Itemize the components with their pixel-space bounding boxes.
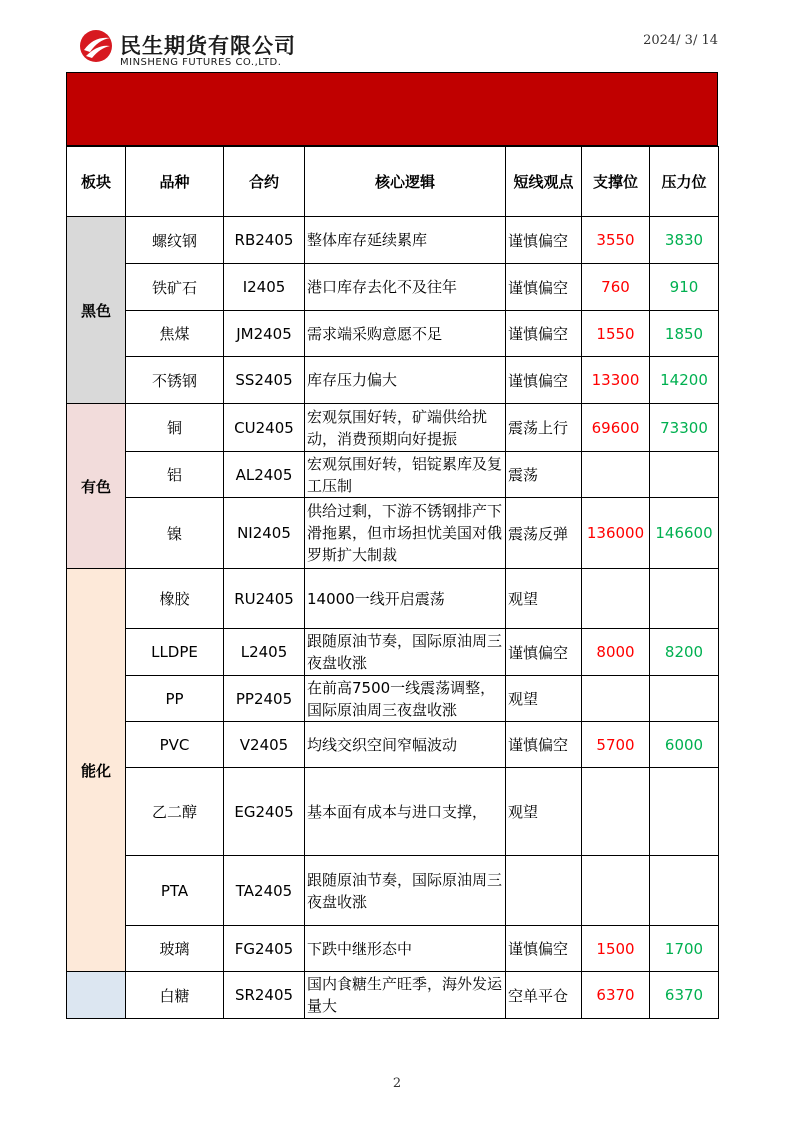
support-cell: 8000 [582, 629, 650, 676]
company-name-cn: 民生期货有限公司 [120, 34, 296, 58]
support-cell: 6370 [582, 972, 650, 1019]
table-row [67, 768, 719, 856]
header-pressure: 压力位 [650, 147, 719, 217]
support-cell [582, 569, 650, 629]
view-cell: 观望 [506, 569, 582, 629]
pressure-cell [650, 569, 719, 629]
pressure-cell: 73300 [650, 404, 719, 452]
pressure-cell: 6370 [650, 972, 719, 1019]
support-cell: 69600 [582, 404, 650, 452]
minsheng-logo-icon [78, 28, 114, 64]
variety-cell: PVC [126, 722, 224, 768]
logic-cell: 在前高7500一线震荡调整，国际原油周三夜盘收涨 [305, 676, 506, 722]
pressure-cell [650, 452, 719, 498]
support-cell: 1550 [582, 311, 650, 357]
support-cell: 13300 [582, 357, 650, 404]
table-row [67, 311, 719, 357]
view-cell: 观望 [506, 768, 582, 856]
logic-cell: 供给过剩，下游不锈钢排产下滑拖累，但市场担忧美国对俄罗斯扩大制裁 [305, 498, 506, 569]
contract-cell: V2405 [224, 722, 305, 768]
header-logic: 核心逻辑 [305, 147, 506, 217]
view-cell: 谨慎偏空 [506, 629, 582, 676]
variety-cell: PTA [126, 856, 224, 926]
view-cell: 谨慎偏空 [506, 722, 582, 768]
view-cell: 震荡 [506, 452, 582, 498]
support-cell: 136000 [582, 498, 650, 569]
logic-cell: 14000一线开启震荡 [305, 569, 506, 629]
table-row [67, 404, 719, 452]
table-row [67, 357, 719, 404]
contract-cell: JM2405 [224, 311, 305, 357]
view-cell [506, 856, 582, 926]
pressure-cell: 1850 [650, 311, 719, 357]
header-contract: 合约 [224, 147, 305, 217]
support-cell: 760 [582, 264, 650, 311]
contract-cell: AL2405 [224, 452, 305, 498]
logic-cell: 库存压力偏大 [305, 357, 506, 404]
pressure-cell: 3830 [650, 217, 719, 264]
contract-cell: PP2405 [224, 676, 305, 722]
table-row [67, 676, 719, 722]
logic-cell: 宏观氛围好转，矿端供给扰动，消费预期向好提振 [305, 404, 506, 452]
sector-cell: 黑色 [67, 217, 126, 404]
contract-cell: EG2405 [224, 768, 305, 856]
logic-cell: 国内食糖生产旺季，海外发运量大 [305, 972, 506, 1019]
red-banner [66, 72, 718, 146]
pressure-cell: 910 [650, 264, 719, 311]
contract-cell: I2405 [224, 264, 305, 311]
logic-cell: 均线交织空间窄幅波动 [305, 722, 506, 768]
support-cell: 3550 [582, 217, 650, 264]
variety-cell: 铝 [126, 452, 224, 498]
table-row [67, 452, 719, 498]
table-row [67, 629, 719, 676]
header-sector: 板块 [67, 147, 126, 217]
view-cell: 谨慎偏空 [506, 311, 582, 357]
variety-cell: 铁矿石 [126, 264, 224, 311]
header-variety: 品种 [126, 147, 224, 217]
variety-cell: 螺纹钢 [126, 217, 224, 264]
logic-cell: 基本面有成本与进口支撑， [305, 768, 506, 856]
sector-cell [67, 972, 126, 1019]
view-cell: 谨慎偏空 [506, 264, 582, 311]
variety-cell: 镍 [126, 498, 224, 569]
table-row [67, 498, 719, 569]
pressure-cell: 8200 [650, 629, 719, 676]
table-header-row [67, 147, 719, 217]
variety-cell: 乙二醇 [126, 768, 224, 856]
table-row [67, 972, 719, 1019]
variety-cell: 白糖 [126, 972, 224, 1019]
variety-cell: PP [126, 676, 224, 722]
sector-cell: 能化 [67, 569, 126, 972]
view-cell: 震荡上行 [506, 404, 582, 452]
logic-cell: 港口库存去化不及往年 [305, 264, 506, 311]
contract-cell: RU2405 [224, 569, 305, 629]
table-row [67, 217, 719, 264]
company-name-en: MINSHENG FUTURES CO.,LTD. [120, 57, 282, 68]
contract-cell: NI2405 [224, 498, 305, 569]
company-logo [78, 28, 318, 72]
table-row [67, 856, 719, 926]
view-cell: 谨慎偏空 [506, 217, 582, 264]
view-cell: 谨慎偏空 [506, 357, 582, 404]
variety-cell: 橡胶 [126, 569, 224, 629]
pressure-cell: 146600 [650, 498, 719, 569]
pressure-cell: 1700 [650, 926, 719, 972]
table-row [67, 722, 719, 768]
variety-cell: LLDPE [126, 629, 224, 676]
logic-cell: 需求端采购意愿不足 [305, 311, 506, 357]
pressure-cell [650, 676, 719, 722]
contract-cell: L2405 [224, 629, 305, 676]
variety-cell: 焦煤 [126, 311, 224, 357]
contract-cell: TA2405 [224, 856, 305, 926]
support-cell: 5700 [582, 722, 650, 768]
contract-cell: CU2405 [224, 404, 305, 452]
page-number: 2 [392, 1076, 402, 1091]
variety-cell: 玻璃 [126, 926, 224, 972]
pressure-cell [650, 856, 719, 926]
pressure-cell: 6000 [650, 722, 719, 768]
table-body [67, 217, 719, 1019]
logic-cell: 整体库存延续累库 [305, 217, 506, 264]
support-cell [582, 676, 650, 722]
variety-cell: 铜 [126, 404, 224, 452]
view-cell: 空单平仓 [506, 972, 582, 1019]
logic-cell: 宏观氛围好转，铝锭累库及复工压制 [305, 452, 506, 498]
pressure-cell [650, 768, 719, 856]
contract-cell: SS2405 [224, 357, 305, 404]
report-date: 2024/ 3/ 14 [643, 33, 718, 48]
variety-cell: 不锈钢 [126, 357, 224, 404]
contract-cell: RB2405 [224, 217, 305, 264]
header-support: 支撑位 [582, 147, 650, 217]
support-cell [582, 452, 650, 498]
sector-cell: 有色 [67, 404, 126, 569]
futures-table [66, 146, 719, 1019]
header-view: 短线观点 [506, 147, 582, 217]
view-cell: 观望 [506, 676, 582, 722]
table-row [67, 569, 719, 629]
contract-cell: FG2405 [224, 926, 305, 972]
contract-cell: SR2405 [224, 972, 305, 1019]
view-cell: 谨慎偏空 [506, 926, 582, 972]
logic-cell: 下跌中继形态中 [305, 926, 506, 972]
logic-cell: 跟随原油节奏，国际原油周三夜盘收涨 [305, 629, 506, 676]
view-cell: 震荡反弹 [506, 498, 582, 569]
table-row [67, 264, 719, 311]
support-cell: 1500 [582, 926, 650, 972]
table-row [67, 926, 719, 972]
logic-cell: 跟随原油节奏，国际原油周三夜盘收涨 [305, 856, 506, 926]
pressure-cell: 14200 [650, 357, 719, 404]
support-cell [582, 768, 650, 856]
support-cell [582, 856, 650, 926]
